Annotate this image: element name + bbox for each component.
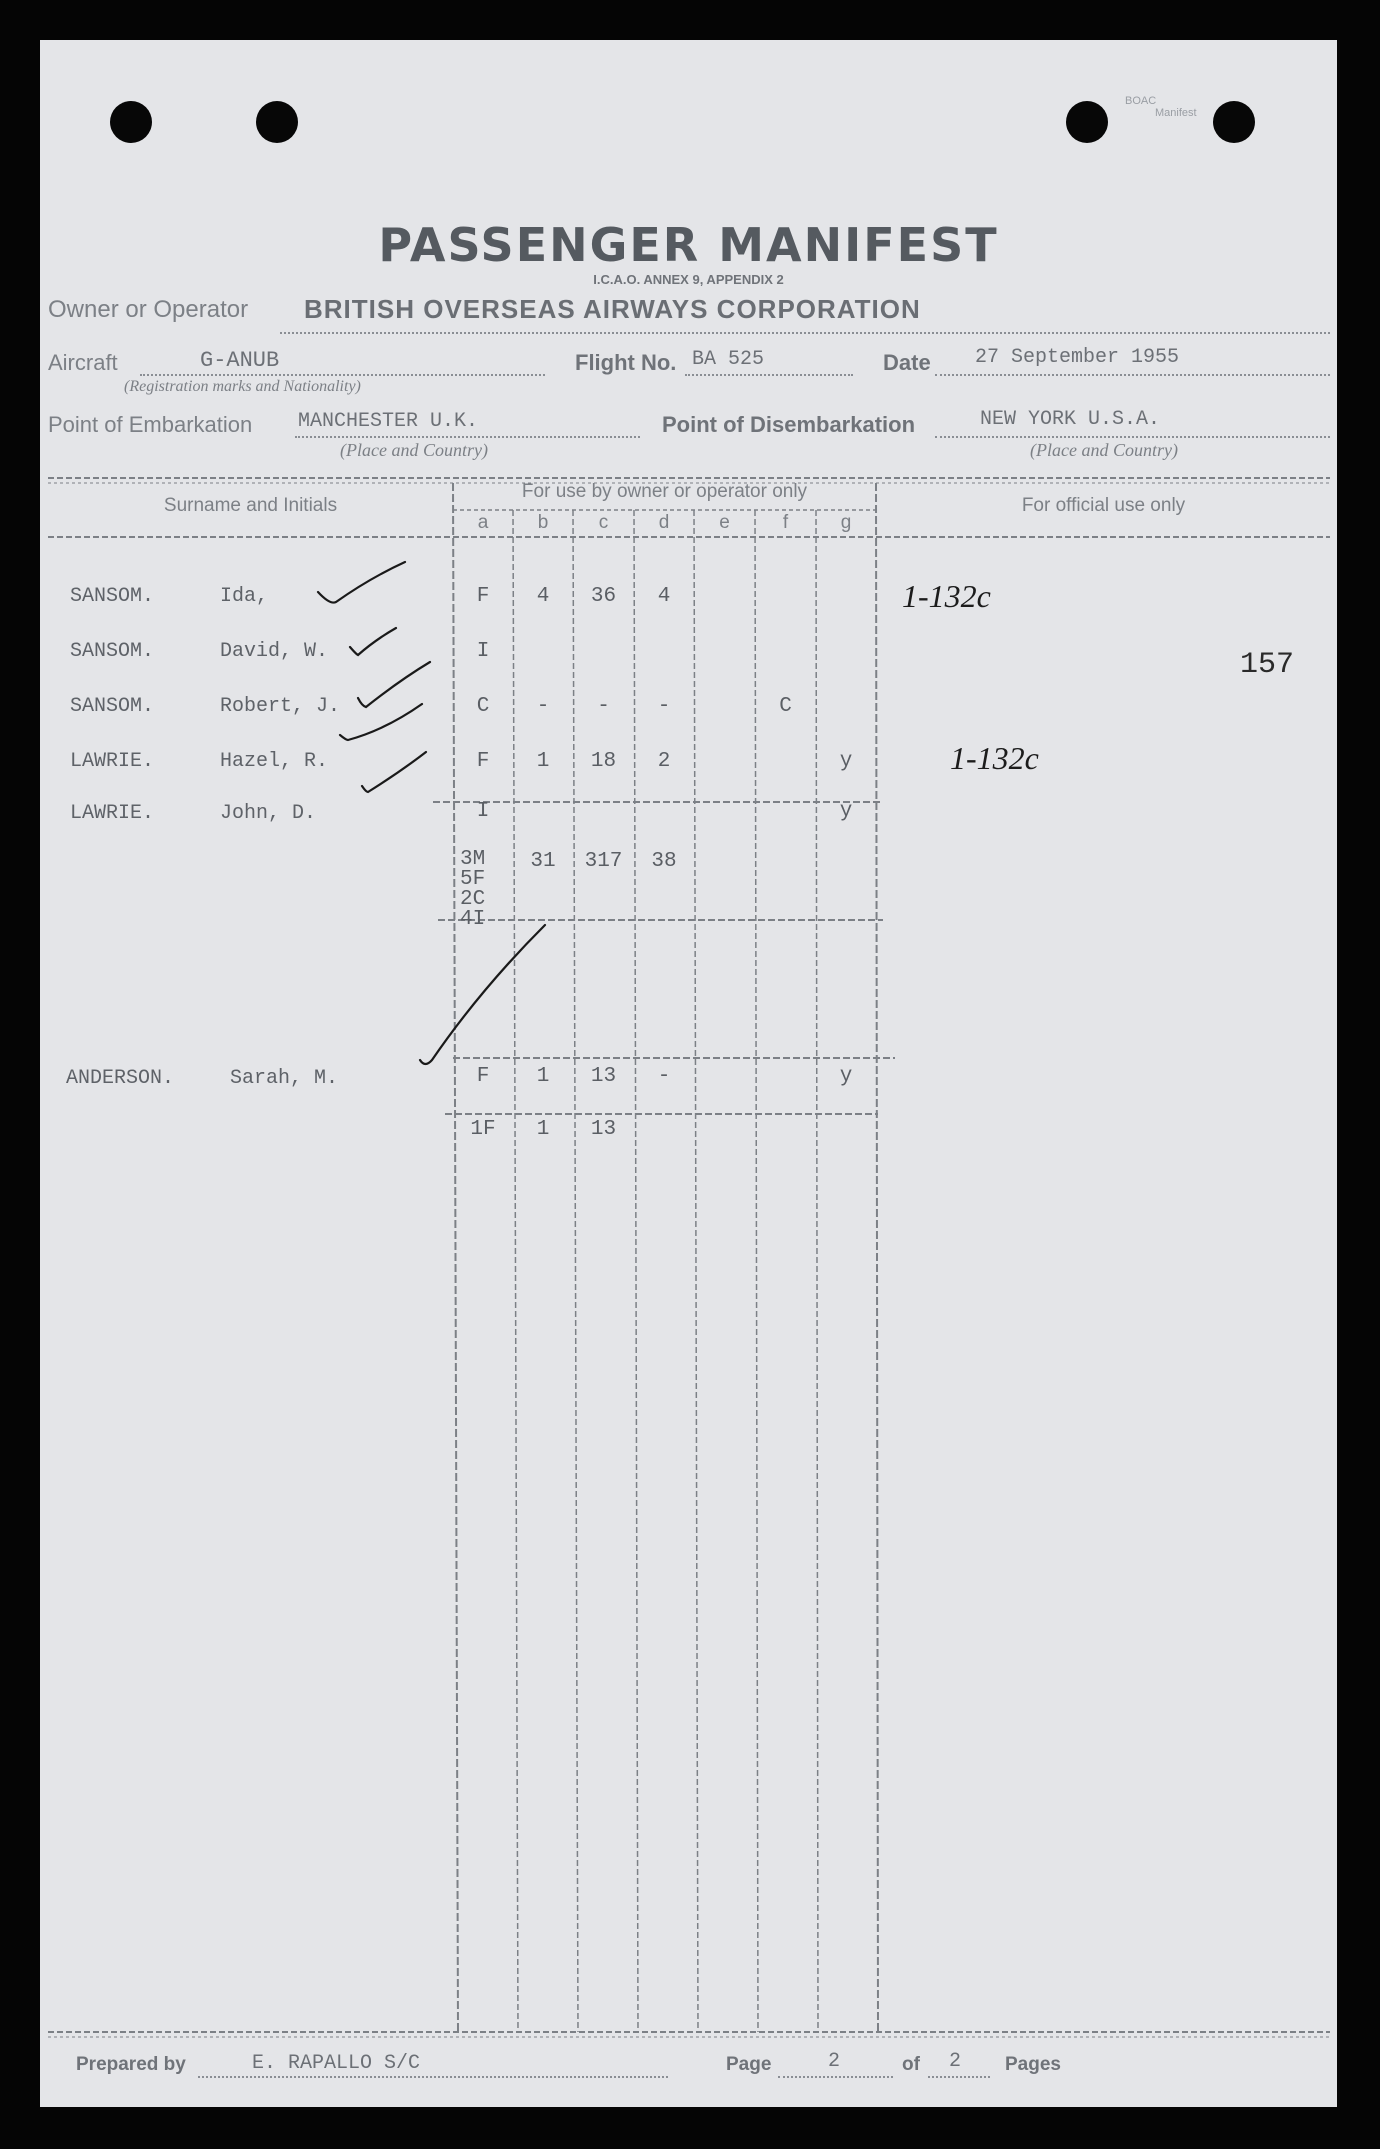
embarkation-note: (Place and Country) (340, 440, 488, 460)
operator-header: For use by owner or operator only (521, 481, 808, 502)
cell-a: I (476, 800, 490, 823)
flight-value: BA 525 (692, 348, 765, 371)
page-label: Page (726, 2054, 772, 2075)
surname-header: Surname and Initials (163, 495, 338, 516)
of-value: 2 (949, 2050, 962, 2073)
owner-label: Owner or Operator (48, 296, 249, 323)
cell-c: - (597, 695, 610, 718)
corner-stamp-line-1: BOAC (1125, 95, 1157, 107)
of-dotted-line (928, 2076, 990, 2078)
cell-b: 1 (536, 750, 550, 773)
corner-stamp-line-2: Manifest (1155, 107, 1197, 119)
cell-a: F (476, 585, 490, 608)
passenger-surname: LAWRIE. (70, 750, 155, 773)
official-header: For official use only (1021, 495, 1186, 516)
subtotal-a (460, 850, 500, 930)
col-header-f: f (782, 512, 789, 533)
subtotal-women: 5F (460, 868, 486, 891)
passenger-surname: LAWRIE. (70, 802, 155, 825)
embarkation-label: Point of Embarkation (48, 412, 253, 437)
subtotal-d: 38 (651, 850, 677, 873)
owner-value: BRITISH OVERSEAS AIRWAYS CORPORATION (304, 294, 921, 324)
cell-d: - (657, 695, 671, 718)
passenger-surname: SANSOM. (70, 640, 155, 663)
passenger-initials: Hazel, R. (220, 750, 329, 773)
official-note: 1-132c (950, 740, 1039, 776)
embarkation-value: MANCHESTER U.K. (298, 410, 479, 433)
subtotal-b: 31 (530, 850, 556, 873)
pages-label: Pages (1005, 2054, 1061, 2075)
cell-f: C (779, 695, 792, 718)
total-b: 1 (536, 1118, 550, 1141)
cell-a: I (476, 640, 490, 663)
subtotal-children: 2C (460, 888, 486, 911)
official-note: 1-132c (902, 578, 991, 614)
aircraft-value: G-ANUB (200, 348, 280, 373)
cell-g: y (839, 750, 853, 773)
subtotal-c: 317 (584, 850, 623, 873)
registration-note: (Registration marks and Nationality) (124, 378, 361, 395)
aircraft-label: Aircraft (48, 350, 118, 375)
cell-b: - (536, 695, 550, 718)
cell-a: F (476, 750, 490, 773)
disembarkation-label: Point of Disembarkation (662, 412, 916, 437)
cell-a: F (476, 1065, 490, 1088)
prepared-value: E. RAPALLO S/C (252, 2052, 421, 2075)
passenger-initials: Robert, J. (220, 695, 341, 718)
disembarkation-value: NEW YORK U.S.A. (980, 408, 1161, 431)
of-label: of (902, 2054, 920, 2075)
manifest-paper (40, 40, 1337, 2107)
cell-b: 1 (536, 1065, 550, 1088)
document-subtitle: I.C.A.O. ANNEX 9, APPENDIX 2 (593, 272, 784, 287)
cell-c: 36 (590, 585, 617, 608)
subtotal-infants: 4I (460, 908, 486, 931)
total-a: 1F (470, 1118, 496, 1141)
col-header-b: b (537, 512, 549, 533)
date-value: 27 September 1955 (975, 346, 1180, 369)
prepared-dotted-line (198, 2076, 668, 2078)
cell-c: 13 (590, 1065, 617, 1088)
passenger-initials: Ida, (220, 585, 269, 608)
disembarkation-note: (Place and Country) (1030, 440, 1178, 460)
passenger-surname: SANSOM. (70, 695, 155, 718)
page-dotted-line (778, 2076, 893, 2078)
date-label: Date (883, 350, 931, 375)
passenger-initials: David, W. (220, 640, 329, 663)
cell-a: C (476, 695, 490, 718)
col-header-g: g (840, 512, 852, 533)
cell-d: - (657, 1065, 671, 1088)
cell-g: y (839, 800, 853, 823)
cell-g: y (839, 1065, 853, 1088)
document-title: PASSENGER MANIFEST (378, 218, 999, 272)
col-header-c: c (598, 512, 609, 533)
cell-d: 4 (657, 585, 671, 608)
passenger-surname: SANSOM. (70, 585, 155, 608)
cell-d: 2 (657, 750, 671, 773)
passenger-surname: ANDERSON. (66, 1067, 175, 1090)
total-c: 13 (590, 1118, 617, 1141)
col-header-a: a (477, 512, 489, 533)
cell-c: 18 (590, 750, 617, 773)
page-number-stamp: 157 (1240, 648, 1295, 682)
passenger-initials: Sarah, M. (230, 1067, 339, 1090)
cell-b: 4 (536, 585, 550, 608)
flight-label: Flight No. (575, 350, 677, 375)
col-header-e: e (719, 512, 730, 533)
prepared-label: Prepared by (76, 2054, 186, 2075)
passenger-initials: John, D. (220, 802, 317, 825)
col-header-d: d (658, 512, 670, 533)
subtotal-men: 3M (460, 848, 486, 871)
page-value: 2 (828, 2050, 841, 2073)
